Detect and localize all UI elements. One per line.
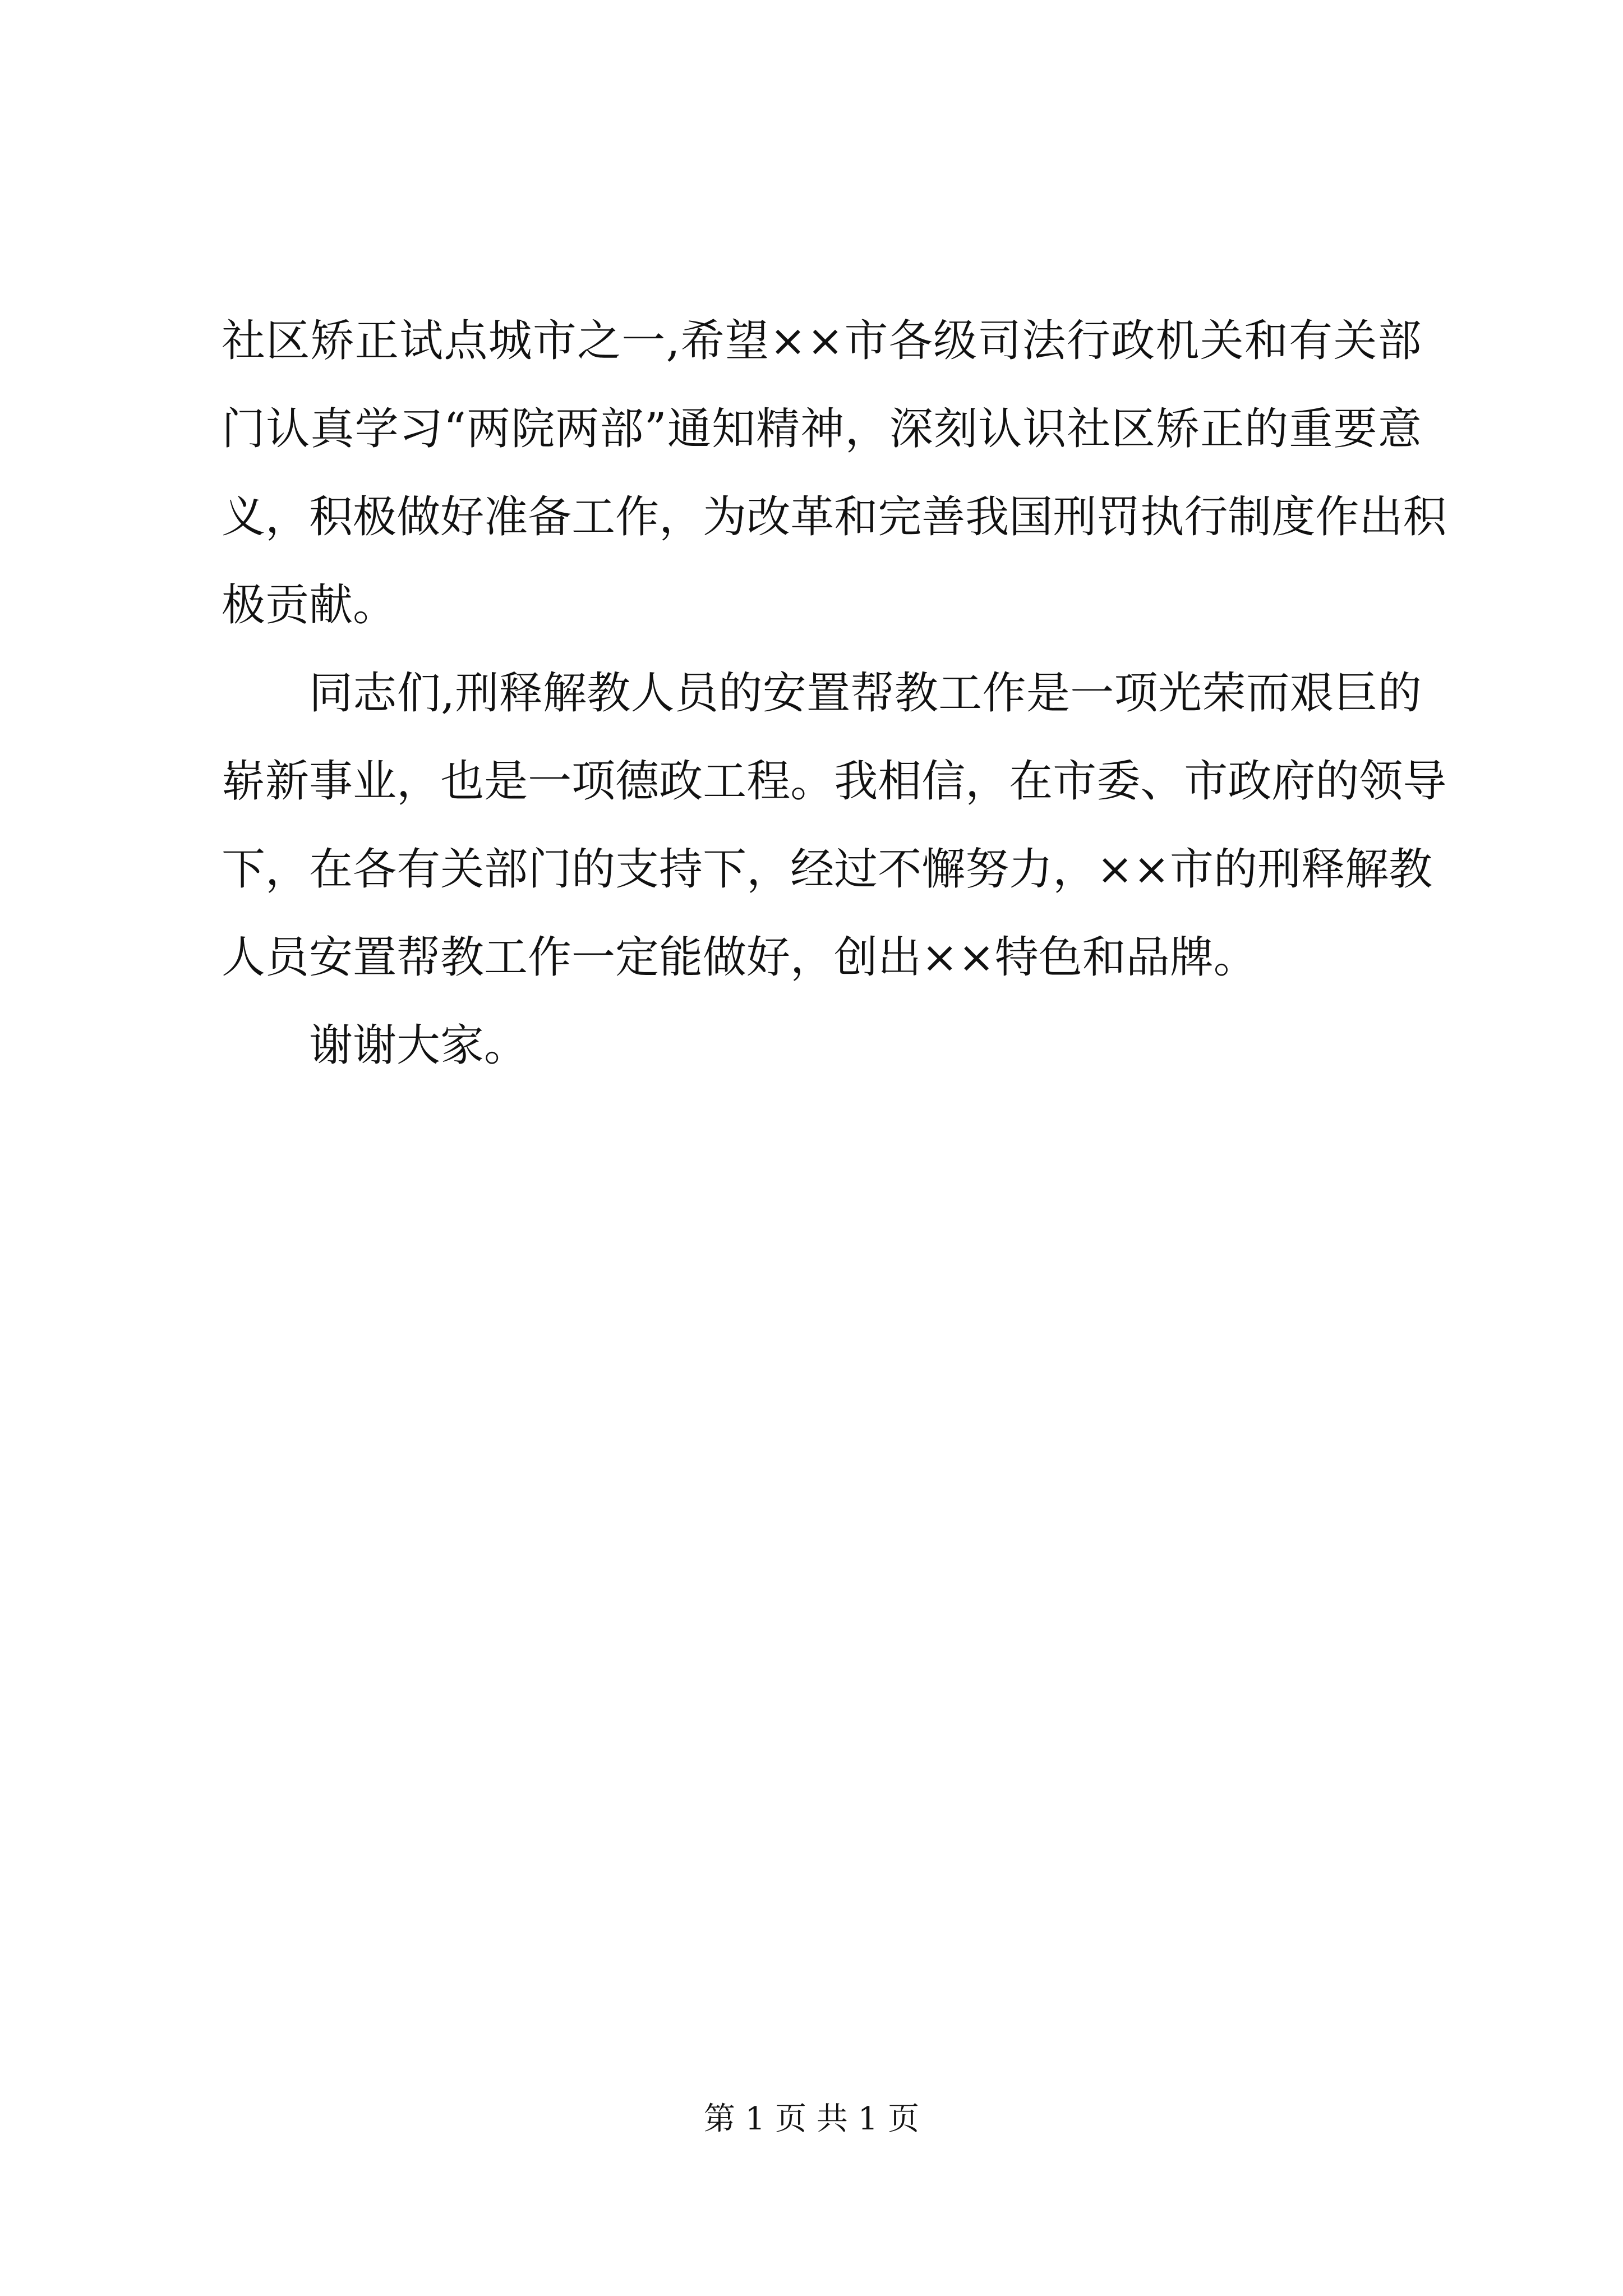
text-line: 同 志 们 , 刑 释 解 教 人 员 的 安 置 帮 教 工 作 是 一 项 光 荣 而 艰 巨 的	[309, 668, 1422, 719]
text-line: 崭 新 事 业 ， 也 是 一 项 德 政 工 程 。 我 相 信 ， 在 市 委 、 市 政 府 的 领 导	[222, 756, 1447, 807]
text-line: 门 认 真 学 习 “ 两 院 两 部 ” 通 知 精 神 ， 深 刻 认 识 社 区 矫 正 的 重 要 意	[222, 404, 1422, 454]
page-footer: 第 1 页 共 1 页	[703, 2101, 920, 2137]
text-line: 社 区 矫 正 试 点 城 市 之 一 , 希 望 × × 市 各 级 司 法 行 政 机 关 和 有 关 部	[222, 316, 1422, 366]
text-line: 极贡献。	[222, 580, 397, 631]
text-line: 义 ， 积 极 做 好 准 备 工 作 ， 为 改 革 和 完 善 我 国 刑 罚 执 行 制 度 作 出 积	[222, 492, 1447, 542]
text-line: 下 ， 在 各 有 关 部 门 的 支 持 下 ， 经 过 不 懈 努 力 ， × × 市 的 刑 释 解 教	[222, 844, 1433, 895]
text-line: 谢谢大家。	[309, 1020, 528, 1071]
text-line: 人员安置帮教工作一定能做好，创出××特色和品牌。	[222, 932, 1257, 983]
document-body	[222, 297, 1447, 1090]
